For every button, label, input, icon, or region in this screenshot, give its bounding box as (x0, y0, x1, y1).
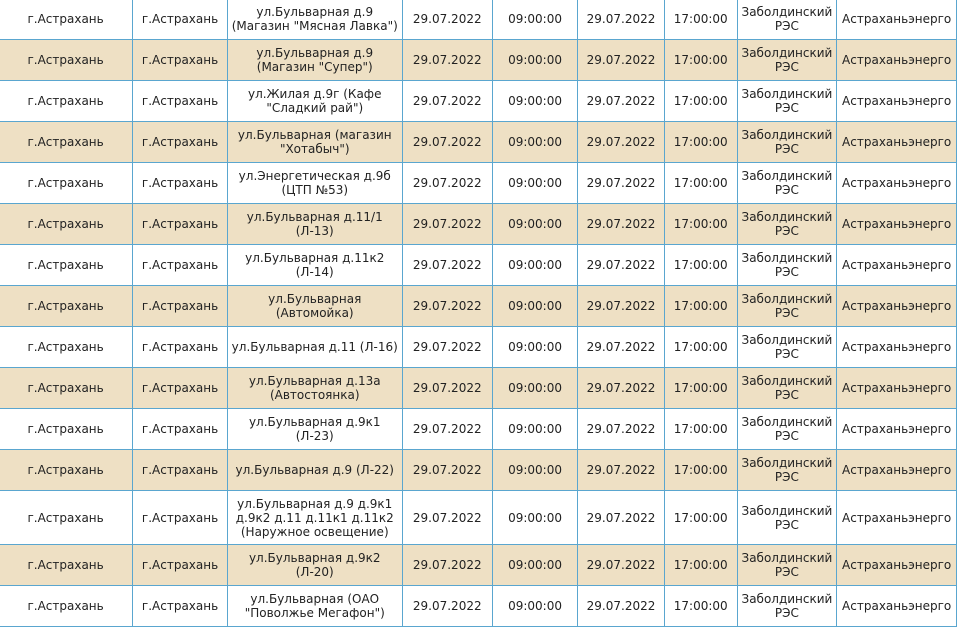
table-row (0, 586, 957, 627)
region-cell: г.Астрахань (0, 40, 133, 81)
start-date-cell: 29.07.2022 (402, 40, 492, 81)
res-cell: Заболдинский РЭС (737, 586, 837, 627)
end-date-cell: 29.07.2022 (578, 491, 665, 545)
res-cell: Заболдинский РЭС (737, 163, 837, 204)
end-date-cell: 29.07.2022 (578, 586, 665, 627)
organization-cell: Астраханьэнерго (837, 245, 957, 286)
start-date-cell: 29.07.2022 (402, 327, 492, 368)
address-cell: ул.Бульварная (Автомойка) (227, 286, 402, 327)
region-cell: г.Астрахань (0, 450, 133, 491)
end-time-cell: 17:00:00 (664, 0, 737, 40)
city-cell: г.Астрахань (133, 545, 228, 586)
start-time-cell: 09:00:00 (492, 409, 577, 450)
region-cell: г.Астрахань (0, 204, 133, 245)
city-cell: г.Астрахань (133, 491, 228, 545)
organization-cell: Астраханьэнерго (837, 0, 957, 40)
res-cell: Заболдинский РЭС (737, 204, 837, 245)
address-cell: ул.Бульварная д.9 (Магазин "Супер") (227, 40, 402, 81)
table-row (0, 368, 957, 409)
address-cell: ул.Энергетическая д.9б (ЦТП №53) (227, 163, 402, 204)
end-time-cell: 17:00:00 (664, 327, 737, 368)
region-cell: г.Астрахань (0, 368, 133, 409)
address-cell: ул.Бульварная д.9к2 (Л-20) (227, 545, 402, 586)
city-cell: г.Астрахань (133, 81, 228, 122)
end-date-cell: 29.07.2022 (578, 545, 665, 586)
address-cell: ул.Жилая д.9г (Кафе "Сладкий рай") (227, 81, 402, 122)
region-cell: г.Астрахань (0, 586, 133, 627)
table-row (0, 450, 957, 491)
city-cell: г.Астрахань (133, 122, 228, 163)
city-cell: г.Астрахань (133, 409, 228, 450)
region-cell: г.Астрахань (0, 327, 133, 368)
start-time-cell: 09:00:00 (492, 327, 577, 368)
table-row (0, 327, 957, 368)
end-time-cell: 17:00:00 (664, 40, 737, 81)
table-row (0, 122, 957, 163)
end-date-cell: 29.07.2022 (578, 368, 665, 409)
start-time-cell: 09:00:00 (492, 286, 577, 327)
organization-cell: Астраханьэнерго (837, 327, 957, 368)
table-row (0, 245, 957, 286)
start-date-cell: 29.07.2022 (402, 122, 492, 163)
res-cell: Заболдинский РЭС (737, 409, 837, 450)
table-row (0, 0, 957, 40)
end-date-cell: 29.07.2022 (578, 40, 665, 81)
start-date-cell: 29.07.2022 (402, 81, 492, 122)
start-date-cell: 29.07.2022 (402, 545, 492, 586)
end-time-cell: 17:00:00 (664, 409, 737, 450)
address-cell: ул.Бульварная д.11 (Л-16) (227, 327, 402, 368)
address-cell: ул.Бульварная д.9к1 (Л-23) (227, 409, 402, 450)
address-cell: ул.Бульварная д.11/1 (Л-13) (227, 204, 402, 245)
end-date-cell: 29.07.2022 (578, 409, 665, 450)
end-date-cell: 29.07.2022 (578, 245, 665, 286)
end-time-cell: 17:00:00 (664, 286, 737, 327)
res-cell: Заболдинский РЭС (737, 40, 837, 81)
city-cell: г.Астрахань (133, 0, 228, 40)
start-time-cell: 09:00:00 (492, 586, 577, 627)
res-cell: Заболдинский РЭС (737, 0, 837, 40)
end-date-cell: 29.07.2022 (578, 204, 665, 245)
city-cell: г.Астрахань (133, 327, 228, 368)
start-time-cell: 09:00:00 (492, 450, 577, 491)
end-time-cell: 17:00:00 (664, 545, 737, 586)
start-time-cell: 09:00:00 (492, 0, 577, 40)
table-row (0, 545, 957, 586)
table-row (0, 163, 957, 204)
end-date-cell: 29.07.2022 (578, 450, 665, 491)
res-cell: Заболдинский РЭС (737, 368, 837, 409)
address-cell: ул.Бульварная д.9 (Л-22) (227, 450, 402, 491)
address-cell: ул.Бульварная (магазин "Хотабыч") (227, 122, 402, 163)
region-cell: г.Астрахань (0, 545, 133, 586)
organization-cell: Астраханьэнерго (837, 409, 957, 450)
organization-cell: Астраханьэнерго (837, 586, 957, 627)
start-date-cell: 29.07.2022 (402, 409, 492, 450)
city-cell: г.Астрахань (133, 40, 228, 81)
end-date-cell: 29.07.2022 (578, 122, 665, 163)
table-row (0, 286, 957, 327)
region-cell: г.Астрахань (0, 122, 133, 163)
organization-cell: Астраханьэнерго (837, 286, 957, 327)
address-cell: ул.Бульварная (ОАО "Поволжье Мегафон") (227, 586, 402, 627)
organization-cell: Астраханьэнерго (837, 163, 957, 204)
region-cell: г.Астрахань (0, 286, 133, 327)
city-cell: г.Астрахань (133, 245, 228, 286)
start-time-cell: 09:00:00 (492, 491, 577, 545)
start-date-cell: 29.07.2022 (402, 368, 492, 409)
start-date-cell: 29.07.2022 (402, 491, 492, 545)
address-cell: ул.Бульварная д.9 (Магазин "Мясная Лавка") (227, 0, 402, 40)
res-cell: Заболдинский РЭС (737, 450, 837, 491)
city-cell: г.Астрахань (133, 204, 228, 245)
address-cell: ул.Бульварная д.9 д.9к1 д.9к2 д.11 д.11к1 д.11к2 (Наружное освещение) (227, 491, 402, 545)
end-time-cell: 17:00:00 (664, 122, 737, 163)
region-cell: г.Астрахань (0, 0, 133, 40)
start-time-cell: 09:00:00 (492, 163, 577, 204)
table-row (0, 204, 957, 245)
address-cell: ул.Бульварная д.13а (Автостоянка) (227, 368, 402, 409)
city-cell: г.Астрахань (133, 450, 228, 491)
end-time-cell: 17:00:00 (664, 450, 737, 491)
address-cell: ул.Бульварная д.11к2 (Л-14) (227, 245, 402, 286)
res-cell: Заболдинский РЭС (737, 81, 837, 122)
res-cell: Заболдинский РЭС (737, 286, 837, 327)
region-cell: г.Астрахань (0, 245, 133, 286)
end-time-cell: 17:00:00 (664, 163, 737, 204)
start-date-cell: 29.07.2022 (402, 286, 492, 327)
res-cell: Заболдинский РЭС (737, 245, 837, 286)
table-row (0, 81, 957, 122)
end-time-cell: 17:00:00 (664, 368, 737, 409)
organization-cell: Астраханьэнерго (837, 491, 957, 545)
start-time-cell: 09:00:00 (492, 40, 577, 81)
res-cell: Заболдинский РЭС (737, 545, 837, 586)
organization-cell: Астраханьэнерго (837, 40, 957, 81)
city-cell: г.Астрахань (133, 286, 228, 327)
res-cell: Заболдинский РЭС (737, 327, 837, 368)
city-cell: г.Астрахань (133, 368, 228, 409)
start-date-cell: 29.07.2022 (402, 0, 492, 40)
start-date-cell: 29.07.2022 (402, 204, 492, 245)
start-time-cell: 09:00:00 (492, 545, 577, 586)
region-cell: г.Астрахань (0, 491, 133, 545)
start-date-cell: 29.07.2022 (402, 586, 492, 627)
end-date-cell: 29.07.2022 (578, 0, 665, 40)
end-time-cell: 17:00:00 (664, 586, 737, 627)
table-row (0, 491, 957, 545)
start-time-cell: 09:00:00 (492, 368, 577, 409)
start-time-cell: 09:00:00 (492, 81, 577, 122)
start-time-cell: 09:00:00 (492, 245, 577, 286)
region-cell: г.Астрахань (0, 163, 133, 204)
start-date-cell: 29.07.2022 (402, 450, 492, 491)
region-cell: г.Астрахань (0, 81, 133, 122)
end-time-cell: 17:00:00 (664, 81, 737, 122)
organization-cell: Астраханьэнерго (837, 122, 957, 163)
city-cell: г.Астрахань (133, 163, 228, 204)
end-time-cell: 17:00:00 (664, 204, 737, 245)
organization-cell: Астраханьэнерго (837, 81, 957, 122)
organization-cell: Астраханьэнерго (837, 545, 957, 586)
end-date-cell: 29.07.2022 (578, 81, 665, 122)
table-row (0, 40, 957, 81)
end-time-cell: 17:00:00 (664, 245, 737, 286)
start-time-cell: 09:00:00 (492, 204, 577, 245)
start-date-cell: 29.07.2022 (402, 163, 492, 204)
end-date-cell: 29.07.2022 (578, 286, 665, 327)
start-date-cell: 29.07.2022 (402, 245, 492, 286)
end-time-cell: 17:00:00 (664, 491, 737, 545)
table-row (0, 409, 957, 450)
region-cell: г.Астрахань (0, 409, 133, 450)
start-time-cell: 09:00:00 (492, 122, 577, 163)
organization-cell: Астраханьэнерго (837, 368, 957, 409)
end-date-cell: 29.07.2022 (578, 163, 665, 204)
organization-cell: Астраханьэнерго (837, 204, 957, 245)
end-date-cell: 29.07.2022 (578, 327, 665, 368)
res-cell: Заболдинский РЭС (737, 491, 837, 545)
res-cell: Заболдинский РЭС (737, 122, 837, 163)
city-cell: г.Астрахань (133, 586, 228, 627)
organization-cell: Астраханьэнерго (837, 450, 957, 491)
